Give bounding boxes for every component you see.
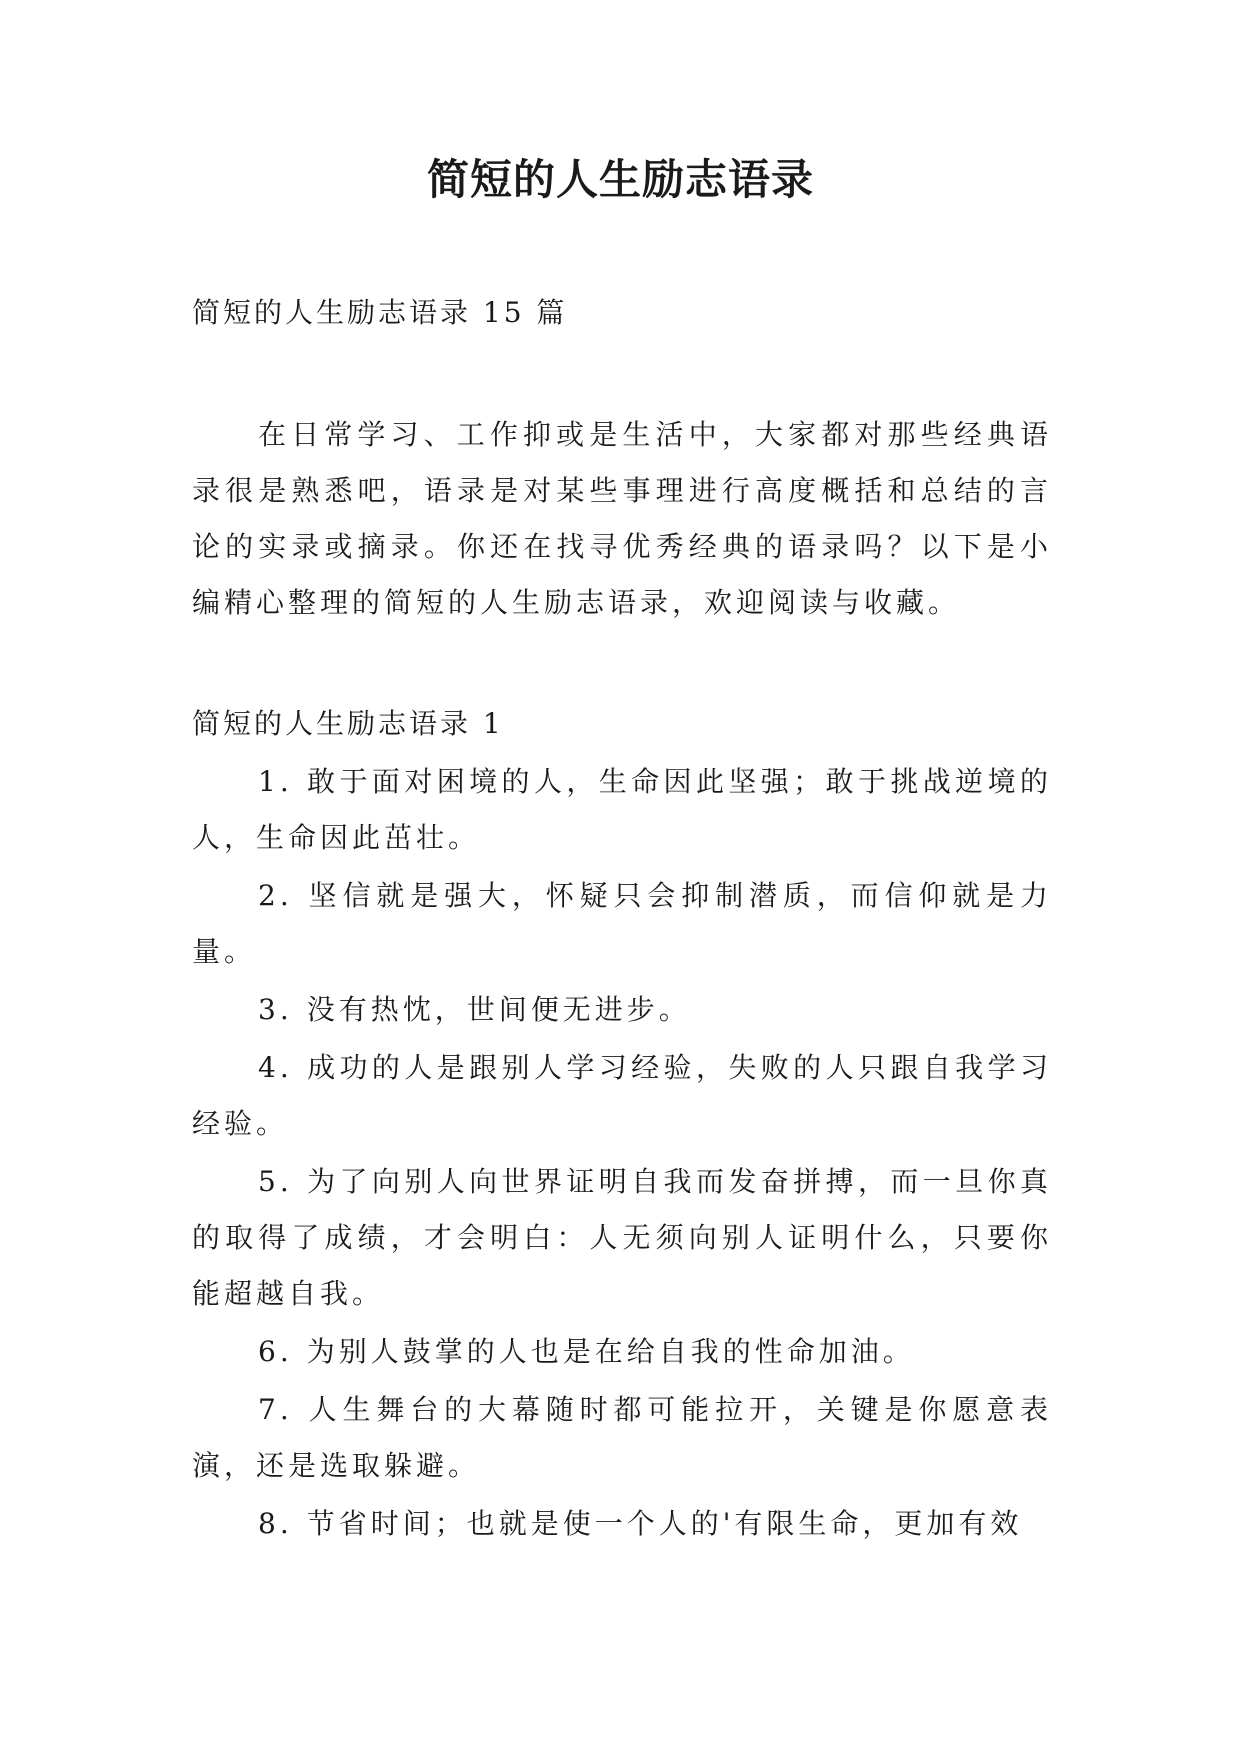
- quote-number: 3.: [258, 993, 293, 1026]
- quote-text: 节省时间；也就是使一个人的'有限生命，更加有效: [306, 1507, 1023, 1540]
- document-subtitle: 简短的人生励志语录 15 篇: [192, 296, 568, 329]
- quote-number: 5.: [258, 1165, 293, 1198]
- quote-item: [192, 754, 1052, 866]
- quote-item: [192, 1324, 1052, 1380]
- quote-text: 人生舞台的大幕随时都可能拉开，关键是你愿意表演，还是选取躲避。: [192, 1393, 1052, 1482]
- quote-number: 7.: [258, 1393, 293, 1426]
- quote-item: [192, 868, 1052, 980]
- quote-item: [192, 1154, 1052, 1322]
- quote-item: [192, 1040, 1052, 1152]
- quote-list: [192, 754, 1052, 1554]
- quote-number: 8.: [258, 1507, 293, 1540]
- quote-text: 成功的人是跟别人学习经验，失败的人只跟自我学习经验。: [192, 1051, 1052, 1140]
- quote-text: 坚信就是强大，怀疑只会抑制潜质，而信仰就是力量。: [192, 879, 1052, 968]
- quote-text: 为别人鼓掌的人也是在给自我的性命加油。: [306, 1335, 915, 1368]
- document-title: 简短的人生励志语录: [426, 155, 814, 204]
- quote-number: 6.: [258, 1335, 293, 1368]
- quote-number: 2.: [258, 879, 293, 912]
- quote-text: 为了向别人向世界证明自我而发奋拼搏，而一旦你真的取得了成绩，才会明白：人无须向别人证明什么，只要你能超越自我。: [192, 1165, 1052, 1310]
- quote-number: 1.: [258, 765, 293, 798]
- quote-item: [192, 982, 1052, 1038]
- quote-number: 4.: [258, 1051, 293, 1084]
- quote-item: [192, 1382, 1052, 1494]
- section-heading: 简短的人生励志语录 1: [192, 707, 504, 740]
- intro-paragraph: 在日常学习、工作抑或是生活中，大家都对那些经典语录很是熟悉吧，语录是对某些事理进行高度概括和总结的言论的实录或摘录。你还在找寻优秀经典的语录吗？以下是小编精心整理的简短的人生励志语录，欢迎阅读与收藏。: [192, 418, 1052, 619]
- quote-text: 敢于面对困境的人，生命因此坚强；敢于挑战逆境的人，生命因此茁壮。: [192, 765, 1052, 854]
- quote-item: [192, 1496, 1052, 1552]
- quote-text: 没有热忱，世间便无进步。: [306, 993, 691, 1026]
